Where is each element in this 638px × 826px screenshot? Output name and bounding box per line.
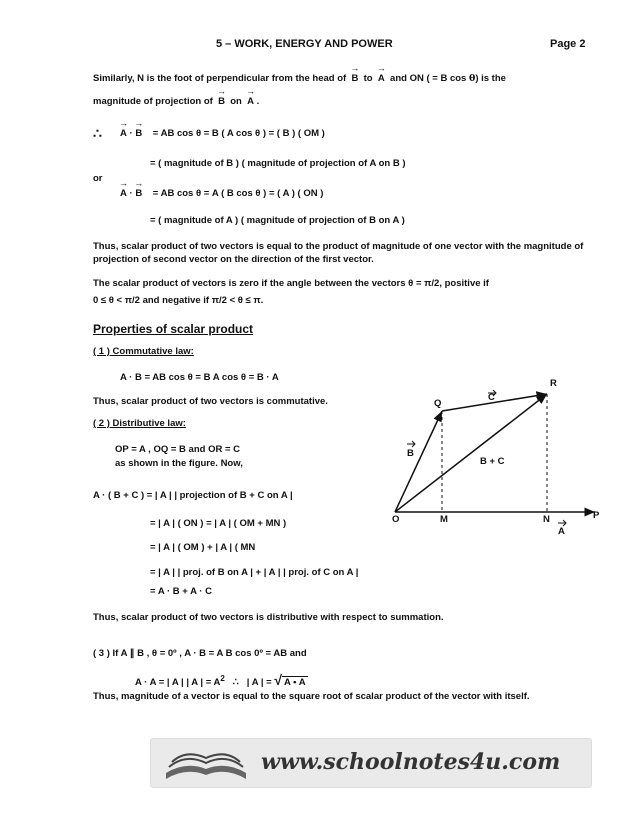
parallel-summary: Thus, magnitude of a vector is equal to the square root of scalar product of the vector with itself.: [93, 691, 530, 702]
distributive-line-5: = A · B + A · C: [150, 586, 212, 597]
arrow-b-icon: [407, 441, 415, 447]
intro-line-1: Similarly, N is the foot of perpendicular from the head of → B to → A and ON ( = B cos θ) is the: [93, 73, 506, 84]
fig-label-a: A: [558, 526, 565, 537]
vector-oq-line: [395, 411, 442, 512]
distributive-line-4: = | A | | proj. of B on A | + | A | | proj. of C on A |: [150, 567, 359, 578]
or-label: or: [93, 173, 103, 184]
therefore-symbol: ∴: [93, 126, 102, 142]
distributive-line-1: A · ( B + C ) = | A | | projection of B + C on A |: [93, 490, 293, 501]
commutative-eq: A · B = AB cos θ = B A cos θ = B · A: [120, 372, 279, 383]
distributive-defs: OP = A , OQ = B and OR = C: [115, 444, 241, 455]
fig-label-q: Q: [434, 398, 442, 409]
distributive-shown: as shown in the figure. Now,: [115, 458, 243, 469]
chapter-title: 5 – WORK, ENERGY AND POWER: [216, 38, 393, 50]
distributive-line-2: = | A | ( ON ) = | A | ( OM + MN ): [150, 518, 287, 529]
fig-label-b: B: [407, 448, 414, 459]
eq1-line-3: → A · → B = AB cos θ = A ( B cos θ ) = ( A ) ( ON ): [120, 188, 323, 199]
commutative-summary: Thus, scalar product of two vectors is commutative.: [93, 396, 328, 407]
fig-label-m: M: [440, 514, 448, 525]
footer-banner: [150, 738, 592, 788]
eq1-line-2: = ( magnitude of B ) ( magnitude of projection of A on B ): [150, 158, 406, 169]
eq1-line-1: → A · → B = AB cos θ = B ( A cos θ ) = ( B ) ( OM ): [120, 128, 325, 139]
distributive-line-3: = | A | ( OM ) + | A | ( MN: [150, 542, 256, 553]
parallel-line-1: ( 3 ) If A ∥ B , θ = 0º , A · B = A B cos 0º = AB and: [93, 648, 307, 659]
vector-or-line: [395, 394, 547, 512]
zero-line-1: The scalar product of vectors is zero if the angle between the vectors θ = π/2, positive if: [93, 278, 489, 289]
fig-label-n: N: [543, 514, 550, 525]
summary-paragraph: Thus, scalar product of two vectors is equal to the product of magnitude of one vector with the magnitude of projection of second vector on the direction of the first vector.: [93, 241, 584, 265]
distributive-label: ( 2 ) Distributive law:: [93, 418, 186, 429]
properties-heading: Properties of scalar product: [93, 322, 254, 336]
footer-url: www.schoolnotes4u.com: [261, 749, 561, 775]
book-icon: [161, 743, 251, 783]
distributive-summary: Thus, scalar product of two vectors is distributive with respect to summation.: [93, 612, 444, 623]
intro-line-2: magnitude of projection of → B on → A .: [93, 96, 259, 107]
zero-line-2: 0 ≤ θ < π/2 and negative if π/2 < θ ≤ π.: [93, 295, 264, 306]
fig-label-p: P: [593, 510, 600, 521]
fig-label-b-plus-c: B + C: [480, 456, 505, 467]
commutative-label: ( 1 ) Commutative law:: [93, 346, 194, 357]
parallel-line-2: A · A = | A | | A | = $A^2$ ∴ | A | = √ A • A: [135, 672, 306, 688]
eq1-line-4: = ( magnitude of A ) ( magnitude of projection of B on A ): [150, 215, 405, 226]
fig-label-r: R: [550, 378, 557, 389]
page-number: Page 2: [550, 38, 586, 50]
fig-label-c: C: [488, 392, 495, 403]
fig-label-o: O: [392, 514, 400, 525]
